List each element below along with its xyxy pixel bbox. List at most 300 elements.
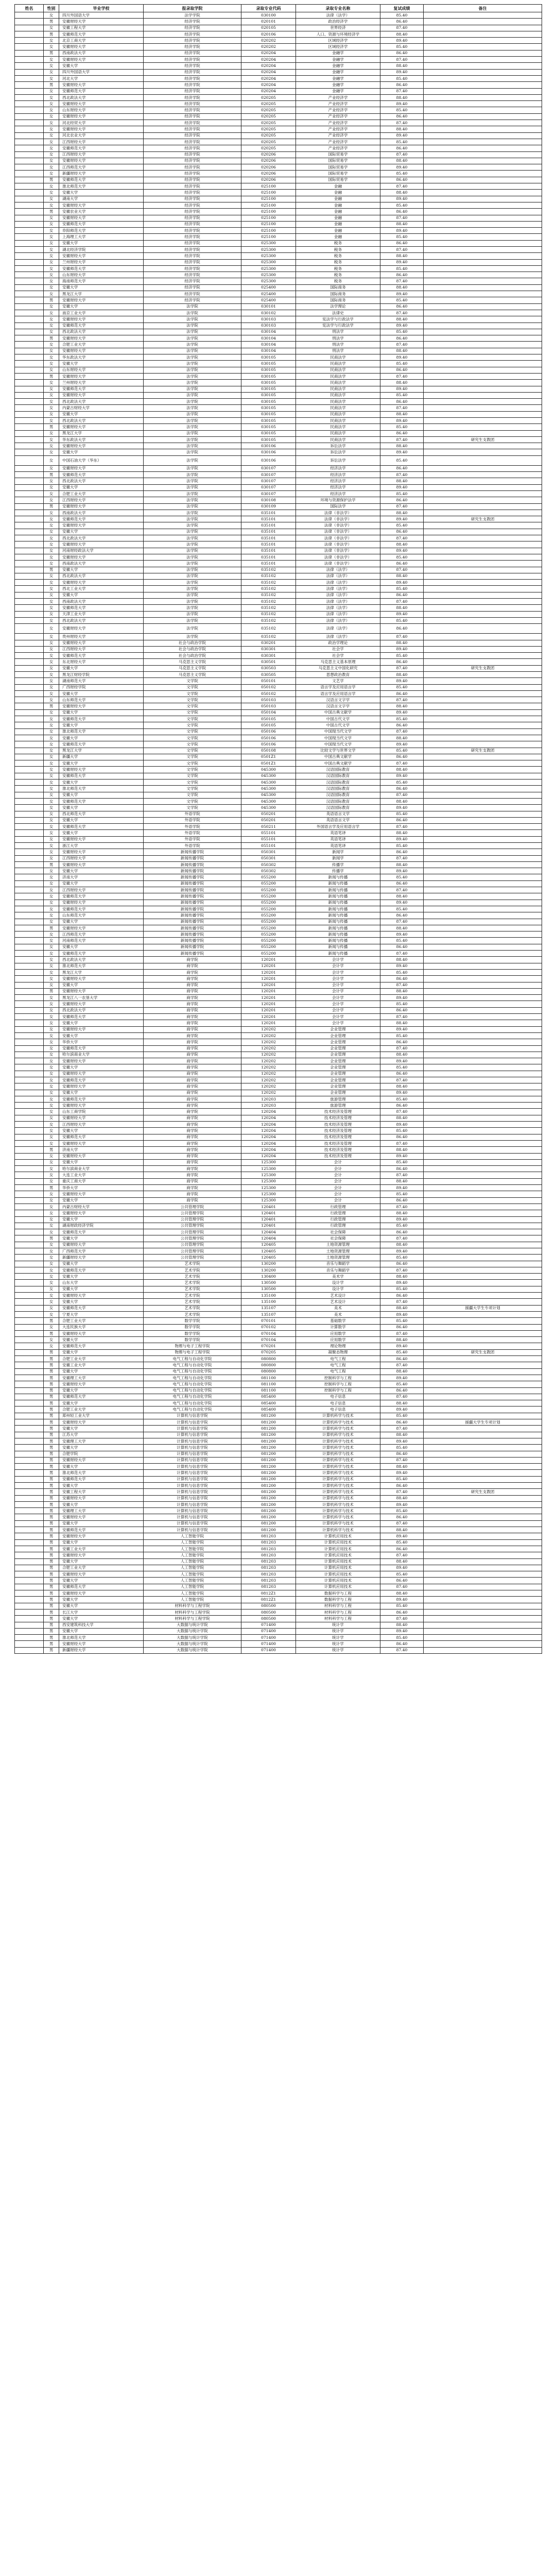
cell-note (424, 760, 542, 767)
cell-college: 经济学院 (144, 69, 241, 75)
cell-major-name: 计算机应用技术 (296, 1546, 380, 1552)
cell-major-name: 凝聚态物理 (296, 1349, 380, 1355)
cell-name (15, 497, 44, 503)
cell-school: 安徽大学 (59, 792, 144, 798)
cell-major-name: 社会学 (296, 646, 380, 652)
table-row (15, 541, 542, 548)
cell-major-name: 民商法学 (296, 411, 380, 417)
cell-major-code: 025100 (241, 209, 296, 215)
cell-major-code: 0501Z1 (241, 754, 296, 760)
cell-note (424, 1514, 542, 1520)
cell-school: 安徽大学 (59, 709, 144, 716)
cell-major-code: 120203 (241, 1096, 296, 1102)
cell-note (424, 919, 542, 925)
cell-note (424, 297, 542, 303)
table-row (15, 1324, 542, 1330)
cell-name (15, 1558, 44, 1565)
cell-major-name: 新闻学 (296, 855, 380, 861)
cell-score: 89.40 (380, 1438, 424, 1444)
cell-major-code: 120201 (241, 969, 296, 975)
cell-gender: 女 (44, 151, 59, 158)
table-row (15, 1343, 542, 1349)
cell-major-name: 金融 (296, 196, 380, 202)
cell-note (424, 497, 542, 503)
cell-note (424, 424, 542, 430)
table-row (15, 671, 542, 677)
cell-school: 淮北师范大学 (59, 183, 144, 190)
cell-major-name: 社会保障 (296, 1235, 380, 1242)
cell-gender: 女 (44, 786, 59, 792)
cell-school: 安徽大学 (59, 1235, 144, 1242)
cell-school: 安徽师范大学 (59, 1229, 144, 1235)
cell-gender: 男 (44, 1482, 59, 1488)
cell-score: 86.40 (380, 1609, 424, 1615)
cell-note (424, 1451, 542, 1457)
cell-major-code: 081200 (241, 1438, 296, 1444)
cell-name (15, 234, 44, 240)
cell-note (424, 1375, 542, 1381)
table-row (15, 561, 542, 567)
cell-school: 安徽工程大学 (59, 1489, 144, 1495)
cell-major-name: 金融学 (296, 82, 380, 88)
cell-major-name: 法律（法学） (296, 624, 380, 634)
cell-gender: 女 (44, 611, 59, 617)
cell-major-code: 020206 (241, 177, 296, 183)
cell-gender: 女 (44, 1210, 59, 1216)
cell-note (424, 1204, 542, 1210)
cell-name (15, 490, 44, 497)
cell-note (424, 1020, 542, 1026)
cell-note (424, 1229, 542, 1235)
cell-score: 88.40 (380, 510, 424, 516)
cell-college: 材料科学与工程学院 (144, 1603, 241, 1609)
cell-note (424, 880, 542, 887)
cell-college: 法学院 (144, 373, 241, 379)
cell-major-code: 081203 (241, 1571, 296, 1578)
cell-school: 淮北师范大学 (59, 963, 144, 969)
cell-gender: 女 (44, 969, 59, 975)
cell-gender: 女 (44, 760, 59, 767)
cell-college: 经济学院 (144, 63, 241, 69)
cell-college: 文学院 (144, 709, 241, 716)
cell-school: 合肥工业大学 (59, 490, 144, 497)
cell-major-code: 045300 (241, 779, 296, 786)
cell-school: 安徽财经大学 (59, 348, 144, 354)
cell-gender: 女 (44, 278, 59, 284)
table-row (15, 12, 542, 19)
header-major-code: 录取专业代码 (241, 5, 296, 12)
cell-college: 法学院 (144, 510, 241, 516)
cell-major-code: 045300 (241, 792, 296, 798)
table-row (15, 735, 542, 741)
cell-college: 商学院 (144, 1178, 241, 1184)
cell-college: 商学院 (144, 1007, 241, 1013)
cell-major-name: 金融 (296, 215, 380, 221)
table-row (15, 158, 542, 164)
cell-major-code: 120201 (241, 1014, 296, 1020)
cell-gender: 女 (44, 868, 59, 874)
cell-note (424, 1578, 542, 1584)
table-row (15, 567, 542, 573)
cell-major-code: 055101 (241, 836, 296, 842)
cell-note (424, 1501, 542, 1507)
table-row (15, 1280, 542, 1286)
cell-note (424, 202, 542, 208)
table-row (15, 1185, 542, 1191)
cell-school: 浙江大学 (59, 843, 144, 849)
table-row (15, 367, 542, 373)
cell-major-name: 马克思主义中国化研究 (296, 665, 380, 671)
cell-score: 89.40 (380, 101, 424, 107)
cell-major-code: 120404 (241, 1235, 296, 1242)
cell-college: 新闻传播学院 (144, 906, 241, 912)
cell-college: 外语学院 (144, 824, 241, 830)
cell-gender: 女 (44, 1267, 59, 1273)
cell-note (424, 1603, 542, 1609)
cell-school: 哈尔滨商业大学 (59, 1052, 144, 1058)
cell-gender: 女 (44, 132, 59, 139)
cell-college: 法学院 (144, 611, 241, 617)
cell-gender: 女 (44, 259, 59, 265)
cell-school: 安徽财经大学 (59, 1140, 144, 1146)
cell-school: 安徽财经大学 (59, 1115, 144, 1121)
table-row (15, 640, 542, 646)
cell-gender: 男 (44, 31, 59, 37)
cell-gender: 男 (44, 1641, 59, 1647)
table-row (15, 472, 542, 478)
cell-major-name: 行政管理 (296, 1216, 380, 1223)
cell-gender: 女 (44, 1216, 59, 1223)
table-row (15, 1001, 542, 1007)
cell-school: 湖北经济学院 (59, 246, 144, 252)
cell-gender: 女 (44, 919, 59, 925)
cell-major-code: 035101 (241, 510, 296, 516)
cell-note (424, 1077, 542, 1083)
table-row (15, 1045, 542, 1052)
table-row (15, 215, 542, 221)
cell-school: 安徽大学 (59, 830, 144, 836)
cell-college: 计算机与信息学院 (144, 1445, 241, 1451)
cell-major-code: 035102 (241, 573, 296, 579)
cell-major-code: 125300 (241, 1172, 296, 1178)
cell-college: 经济学院 (144, 145, 241, 151)
cell-college: 商学院 (144, 1122, 241, 1128)
table-row (15, 1197, 542, 1204)
table-row (15, 906, 542, 912)
cell-gender: 女 (44, 1293, 59, 1299)
cell-score: 87.40 (380, 1330, 424, 1336)
cell-name (15, 107, 44, 113)
table-row (15, 599, 542, 605)
cell-school: 华侨大学 (59, 1185, 144, 1191)
cell-score: 89.40 (380, 1248, 424, 1255)
table-row (15, 1482, 542, 1488)
cell-major-code: 030107 (241, 478, 296, 484)
cell-gender: 男 (44, 1533, 59, 1539)
cell-gender: 女 (44, 1311, 59, 1317)
cell-major-code: 050105 (241, 722, 296, 728)
cell-note (424, 893, 542, 900)
cell-note (424, 1368, 542, 1375)
cell-gender: 男 (44, 1406, 59, 1413)
cell-major-name: 国际贸易学 (296, 158, 380, 164)
cell-score: 88.40 (380, 1052, 424, 1058)
cell-school: 安徽财经大学 (59, 1495, 144, 1501)
cell-name (15, 215, 44, 221)
cell-school: 新疆大学 (59, 754, 144, 760)
cell-major-name: 统计学 (296, 1622, 380, 1628)
table-row (15, 465, 542, 471)
cell-major-code: 135107 (241, 1311, 296, 1317)
cell-score: 89.40 (380, 164, 424, 171)
cell-school: 西北政法大学 (59, 478, 144, 484)
cell-note (424, 1520, 542, 1527)
cell-note (424, 88, 542, 94)
cell-major-code: 025300 (241, 259, 296, 265)
cell-school: 安徽财经大学 (59, 925, 144, 931)
cell-note (424, 265, 542, 272)
cell-college: 法学院 (144, 430, 241, 436)
cell-major-name: 统计学 (296, 1628, 380, 1634)
cell-major-code: 120201 (241, 957, 296, 963)
cell-school: 安徽大学 (59, 665, 144, 671)
cell-college: 经济学院 (144, 259, 241, 265)
cell-name (15, 1400, 44, 1406)
table-row (15, 1026, 542, 1032)
cell-school: 重庆工商大学 (59, 1178, 144, 1184)
cell-gender: 男 (44, 209, 59, 215)
cell-college: 经济学院 (144, 38, 241, 44)
cell-college: 计算机与信息学院 (144, 1464, 241, 1470)
cell-score: 87.40 (380, 1584, 424, 1590)
cell-name (15, 164, 44, 171)
cell-gender: 女 (44, 196, 59, 202)
cell-major-code: 030104 (241, 329, 296, 335)
cell-score: 85.40 (380, 779, 424, 786)
cell-school: 安徽财经大学 (59, 1071, 144, 1077)
cell-name (15, 259, 44, 265)
cell-name (15, 183, 44, 190)
cell-major-name: 法学理论 (296, 303, 380, 310)
cell-note (424, 126, 542, 132)
cell-major-name: 会计 (296, 1178, 380, 1184)
cell-major-code: 130200 (241, 1267, 296, 1273)
cell-score: 85.40 (380, 1286, 424, 1292)
cell-note (424, 1584, 542, 1590)
cell-school: 合肥工业大学 (59, 1565, 144, 1571)
cell-score: 87.40 (380, 405, 424, 411)
cell-note (424, 1058, 542, 1064)
cell-score: 86.40 (380, 690, 424, 697)
table-row (15, 405, 542, 411)
cell-note (424, 836, 542, 842)
cell-college: 法学院 (144, 484, 241, 490)
cell-gender: 男 (44, 1552, 59, 1558)
cell-name (15, 1210, 44, 1216)
cell-score: 89.40 (380, 354, 424, 361)
cell-gender: 女 (44, 1001, 59, 1007)
cell-major-name: 设计学 (296, 1286, 380, 1292)
cell-major-name: 土地资源管理 (296, 1248, 380, 1255)
cell-note (424, 113, 542, 120)
cell-school: 河南师范大学 (59, 938, 144, 944)
cell-name (15, 880, 44, 887)
cell-school: 安徽财经大学 (59, 1103, 144, 1109)
cell-score: 89.40 (380, 516, 424, 522)
cell-score: 87.40 (380, 310, 424, 316)
cell-note (424, 1597, 542, 1603)
cell-note (424, 817, 542, 823)
cell-name (15, 1280, 44, 1286)
cell-college: 法学院 (144, 529, 241, 535)
cell-name (15, 1077, 44, 1083)
cell-major-name: 产业经济学 (296, 107, 380, 113)
cell-school: 江西师范大学 (59, 931, 144, 938)
cell-note (424, 1071, 542, 1077)
cell-major-name: 新闻与传播 (296, 893, 380, 900)
cell-note (424, 455, 542, 465)
table-row (15, 836, 542, 842)
cell-score: 88.40 (380, 284, 424, 291)
table-row (15, 1489, 542, 1495)
cell-note (424, 1134, 542, 1140)
table-row (15, 1406, 542, 1413)
cell-name (15, 120, 44, 126)
cell-school: 安徽财经大学 (59, 541, 144, 548)
cell-name (15, 541, 44, 548)
cell-score: 86.40 (380, 1419, 424, 1426)
cell-gender: 女 (44, 1096, 59, 1102)
cell-college: 法学院 (144, 303, 241, 310)
cell-major-code: 081200 (241, 1489, 296, 1495)
cell-note (424, 228, 542, 234)
cell-major-code: 080800 (241, 1356, 296, 1362)
cell-gender: 女 (44, 1229, 59, 1235)
cell-school: 安徽财经大学 (59, 335, 144, 342)
cell-major-code: 120401 (241, 1216, 296, 1223)
cell-gender: 女 (44, 843, 59, 849)
table-row (15, 31, 542, 37)
cell-score: 86.40 (380, 1071, 424, 1077)
cell-major-code: 080800 (241, 1368, 296, 1375)
cell-gender: 女 (44, 605, 59, 611)
cell-name (15, 678, 44, 684)
cell-school: 内蒙古财经大学 (59, 405, 144, 411)
table-row (15, 1590, 542, 1597)
cell-major-code: 030105 (241, 424, 296, 430)
cell-major-code: 120204 (241, 1134, 296, 1140)
cell-note (424, 1216, 542, 1223)
cell-note (424, 57, 542, 63)
cell-name (15, 484, 44, 490)
cell-major-name: 美术 (296, 1311, 380, 1317)
cell-school: 安徽财经大学 (59, 1457, 144, 1463)
cell-major-name: 控制科学与工程 (296, 1375, 380, 1381)
cell-name (15, 361, 44, 367)
cell-name (15, 951, 44, 957)
cell-note (424, 44, 542, 50)
cell-name (15, 957, 44, 963)
cell-college: 社会与政治学院 (144, 640, 241, 646)
cell-major-code: 055200 (241, 880, 296, 887)
cell-gender: 女 (44, 120, 59, 126)
cell-major-code: 081200 (241, 1457, 296, 1463)
table-row (15, 101, 542, 107)
cell-note (424, 1128, 542, 1134)
cell-major-code: 081200 (241, 1419, 296, 1426)
table-row (15, 1445, 542, 1451)
table-row (15, 957, 542, 963)
cell-score: 87.40 (380, 1172, 424, 1178)
table-row (15, 1457, 542, 1463)
cell-school: 安徽财经大学 (59, 580, 144, 586)
cell-name (15, 246, 44, 252)
cell-major-name: 国际法学 (296, 503, 380, 510)
table-row (15, 824, 542, 830)
cell-score: 86.40 (380, 1546, 424, 1552)
cell-major-name: 企业管理 (296, 1026, 380, 1032)
table-row (15, 792, 542, 798)
cell-note: 研究生支教团 (424, 436, 542, 443)
cell-major-code: 125300 (241, 1166, 296, 1172)
cell-college: 经济学院 (144, 209, 241, 215)
cell-name (15, 1349, 44, 1355)
cell-college: 商学院 (144, 1071, 241, 1077)
cell-major-name: 法律（非法学） (296, 516, 380, 522)
cell-school: 海南师范大学 (59, 278, 144, 284)
cell-name (15, 436, 44, 443)
cell-college: 文学院 (144, 773, 241, 779)
cell-major-name: 企业管理 (296, 1071, 380, 1077)
cell-major-code: 130200 (241, 1261, 296, 1267)
cell-name (15, 849, 44, 855)
cell-gender: 女 (44, 1242, 59, 1248)
cell-score: 88.40 (380, 443, 424, 449)
cell-major-code: 030301 (241, 646, 296, 652)
cell-college: 经济学院 (144, 88, 241, 94)
cell-name (15, 1546, 44, 1552)
cell-major-name: 会计 (296, 1185, 380, 1191)
cell-school: 合肥工业大学 (59, 1406, 144, 1413)
cell-score: 86.40 (380, 912, 424, 919)
cell-major-name: 新闻与传播 (296, 900, 380, 906)
cell-school: 安徽财经大学 (59, 703, 144, 709)
table-row (15, 399, 542, 405)
cell-college: 商学院 (144, 969, 241, 975)
cell-gender: 女 (44, 1115, 59, 1121)
cell-name (15, 900, 44, 906)
cell-major-name: 产业经济学 (296, 139, 380, 145)
cell-college: 新闻传播学院 (144, 944, 241, 950)
cell-gender: 女 (44, 912, 59, 919)
cell-school: 安徽大学 (59, 760, 144, 767)
table-row (15, 611, 542, 617)
table-row (15, 209, 542, 215)
admission-list-sheet (14, 4, 542, 1654)
cell-major-code: 020205 (241, 139, 296, 145)
table-row (15, 1229, 542, 1235)
cell-college: 商学院 (144, 1172, 241, 1178)
cell-gender: 男 (44, 1375, 59, 1381)
cell-note (424, 963, 542, 969)
cell-gender: 女 (44, 522, 59, 529)
cell-score: 86.40 (380, 1197, 424, 1204)
table-row (15, 931, 542, 938)
cell-school: 安徽财经大学 (59, 126, 144, 132)
cell-score: 85.40 (380, 874, 424, 880)
cell-college: 经济学院 (144, 171, 241, 177)
cell-note (424, 1109, 542, 1115)
